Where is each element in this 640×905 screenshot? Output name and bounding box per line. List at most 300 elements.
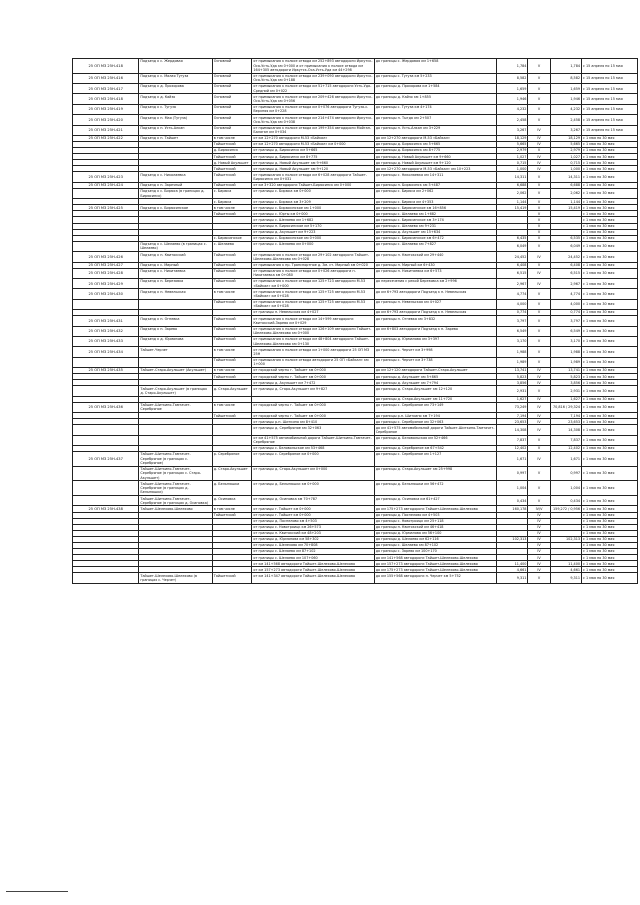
length-cell: 1,627 [497, 396, 528, 402]
road-name-cell: Тайшет-Шиткино-Тамтачет-Серебряное (в границах с. Старо-Акульшет) [139, 466, 212, 481]
road-code-cell [73, 188, 139, 198]
restriction-period-cell: с 1 мая по 30 мая [582, 518, 638, 524]
road-code-cell: 25 ОП МЗ 25Н-418 [73, 94, 139, 104]
section-start-cell: от границы с. Новотроицк км 26+573 [252, 524, 374, 530]
road-code-cell [73, 496, 139, 506]
category-cell: V [528, 115, 550, 125]
restriction-period-cell: с 1 мая по 30 мая [582, 481, 638, 496]
length-cell: 6,515 [497, 268, 528, 278]
road-code-cell: 25 ОП МЗ 25Н-431 [73, 316, 139, 326]
restriction-period-cell: с 1 мая по 30 мая [582, 446, 638, 452]
road-name-cell: Подъезд к д. Прохорова [139, 84, 212, 94]
district-cell: р. Серебряное [212, 452, 252, 467]
table-row [73, 94, 638, 104]
restricted-length-cell: 1,989 [550, 357, 581, 367]
district-cell: Тайшетский [212, 268, 252, 278]
road-code-cell: 25 ОП МЗ 25Н-428 [73, 268, 139, 278]
road-code-cell: 25 ОП МЗ 25Н-433 [73, 336, 139, 346]
road-register-table [72, 58, 638, 584]
section-start-cell: от границы р.п. Шиткино км 8+410 [252, 419, 374, 425]
road-code-cell: 25 ОП МЗ 25Н-419 [73, 104, 139, 114]
table-row [73, 59, 638, 74]
restriction-period-cell: с 1 мая по 30 мая [582, 299, 638, 309]
category-cell: V [528, 289, 550, 299]
district-cell: Тайшетский [212, 154, 252, 160]
restriction-period-cell: с 1 мая по 30 мая [582, 466, 638, 481]
section-end-cell: до границы д. Кайзо км 1+855 [374, 94, 496, 104]
road-code-cell [73, 466, 139, 481]
length-cell: 13,741 [497, 368, 528, 374]
district-cell: с. Шелаево [212, 241, 252, 251]
restriction-period-cell: с 1 мая по 30 мая [582, 386, 638, 396]
district-cell [212, 435, 252, 445]
section-start-cell: от границы д. Новый Акульшет км 9+660 [252, 160, 374, 166]
restriction-period-cell: с 1 мая по 30 мая [582, 452, 638, 467]
road-name-cell: Подъезд к п. Зарево [139, 326, 212, 336]
category-cell: IV/V [528, 506, 550, 512]
road-name-cell: Подъезд к п. Невельская [139, 289, 212, 299]
restriction-period-cell: с 1 мая по 30 мая [582, 413, 638, 419]
restriction-period-cell: с 1 мая по 30 мая [582, 561, 638, 567]
section-end-cell: до границы п. Тыгда км 2+507 [374, 115, 496, 125]
restriction-period-cell: с 1 мая по 30 мая [582, 512, 638, 518]
restricted-length-cell: 1,946 [550, 94, 581, 104]
restricted-length-cell: 2,062 [550, 188, 581, 198]
restriction-period-cell: с 1 мая по 30 мая [582, 396, 638, 402]
road-name-cell: Подъезд к с. Мирный [139, 262, 212, 268]
road-name-cell: Тайшет-Шиткино-Тамтачет-Серебряное [139, 402, 212, 412]
category-cell: V [528, 217, 550, 223]
section-end-cell: до км 41+575 автомобильной дороги Тайшет-Шиткино-Тамтачет-Серебряное [374, 425, 496, 435]
section-start-cell: от примыкания к полосе отвода км 0+026 автодороги п. Никитаевка км 0+080 [252, 268, 374, 278]
district-cell: Основной [212, 125, 252, 135]
road-name-cell [139, 357, 212, 367]
length-cell: 23,653 [497, 419, 528, 425]
table-row [73, 104, 638, 114]
category-cell: V [528, 446, 550, 452]
section-end-cell: до км 12+270 автодороги М-53 «Байкал» [374, 135, 496, 141]
restriction-period-cell: с 1 мая по 30 мая [582, 166, 638, 172]
section-end-cell: до границы с. Тугуза км 5+233 [374, 73, 496, 83]
length-cell: 2,062 [497, 188, 528, 198]
restricted-length-cell: 13,741 [550, 368, 581, 374]
table-row [73, 466, 638, 481]
restriction-period-cell: с 1 мая по 30 мая [582, 235, 638, 241]
section-start-cell: от границы д. Старо-Акульшет км 9+827 [252, 386, 374, 396]
road-name-cell: Подъезд к п. Мая (Тугуза) [139, 115, 212, 125]
restricted-length-cell: 6,688 [550, 182, 581, 188]
category-cell: IV [528, 166, 550, 172]
road-code-cell: 25 ОП МЗ 25Н-418 [73, 59, 139, 74]
length-cell: 1,784 [497, 59, 528, 74]
category-cell: V [528, 241, 550, 251]
category-cell: V [528, 172, 550, 182]
length-cell: 6,688 [497, 182, 528, 188]
length-cell: 1,671 [497, 452, 528, 467]
table-row [73, 115, 638, 125]
district-cell: д. Осиновка [212, 496, 252, 506]
section-end-cell: до км 141+568 автодороги Тайшет-Шелехово-Шелехово [374, 555, 496, 561]
restricted-length-cell: 9,311 [550, 573, 581, 583]
section-end-cell: до границы п. Квитокский км 29+440 [374, 252, 496, 262]
section-start-cell: от границы п. Невельская км 4+027 [252, 310, 374, 316]
length-cell: 14,311 [497, 172, 528, 182]
length-cell: 1,004 [497, 481, 528, 496]
category-cell: V [528, 211, 550, 217]
category-cell: IV [528, 419, 550, 425]
restriction-period-cell: с 1 мая по 30 мая [582, 205, 638, 211]
restriction-period-cell: с 15 апреля по 15 мая [582, 84, 638, 94]
category-cell: V [528, 223, 550, 229]
restricted-length-cell: 7,837 [550, 435, 581, 445]
restriction-period-cell: с 1 мая по 30 мая [582, 154, 638, 160]
restricted-length-cell: 1,027 [550, 154, 581, 160]
restricted-length-cell: 159,272 / 0,956 [550, 506, 581, 512]
section-end-cell: до границы п. Квитокский км 46+418 [374, 524, 496, 530]
category-cell: V [528, 104, 550, 114]
road-name-cell: Подъезд к с. Тугуза [139, 104, 212, 114]
section-end-cell: до границы с. Бирюсинское км 3+174 [374, 217, 496, 223]
restricted-length-cell: 1,627 [550, 396, 581, 402]
section-start-cell: от границы д. Бирюсинск км 5+665 [252, 148, 374, 154]
category-cell: IV [528, 561, 550, 567]
restricted-length-cell: 0,774 [550, 310, 581, 316]
category-cell: V [528, 188, 550, 198]
road-code-cell: 25 ОП МЗ 25Н-435 [73, 368, 139, 374]
restricted-length-cell: 23,653 [550, 419, 581, 425]
category-cell: V [528, 299, 550, 309]
district-cell: Тайшетский [212, 512, 252, 518]
table-row [73, 386, 638, 396]
restricted-length-cell: 102,313 [550, 536, 581, 542]
section-start-cell: от км 41+575 автомобильной дороги Тайшет-Шиткино-Тамтачет-Серебряное [252, 435, 374, 445]
district-cell: Тайшетский [212, 252, 252, 262]
section-start-cell: от границы с. Бирюсинское км 0+000 [252, 235, 374, 241]
section-end-cell: до км 175+273 автодороги Тайшет-Шелехово-Шелехово [374, 506, 496, 512]
category-cell: IV [528, 368, 550, 374]
table-row [73, 573, 638, 583]
section-end-cell: до границы с. Бирюсинское км 16+856 [374, 205, 496, 211]
category-cell: V [528, 199, 550, 205]
restriction-period-cell: с 1 мая по 30 мая [582, 380, 638, 386]
section-end-cell: до границы с. Новотроицк км 25+118 [374, 518, 496, 524]
restriction-period-cell: с 1 мая по 30 мая [582, 506, 638, 512]
road-name-cell: Подъезд к с. Никитаевка [139, 268, 212, 278]
restriction-period-cell: с 1 мая по 30 мая [582, 289, 638, 299]
restriction-period-cell: с 15 апреля по 15 мая [582, 59, 638, 74]
section-end-cell: до границы с. Серебряное км 32+063 [374, 419, 496, 425]
district-cell: Основной [212, 73, 252, 83]
road-code-cell: 25 ОП МЗ 25Н-436 [73, 402, 139, 412]
restriction-period-cell: с 1 мая по 30 мая [582, 199, 638, 205]
road-name-cell: Подъезд к д. Кайзо [139, 94, 212, 104]
section-start-cell: от примыкания к полосе отвода км 0+076 автодороги Тугуза-с. Верхняя км 0+228 [252, 104, 374, 114]
section-end-cell: до км 12+120 автодороги Тайшет-Старо-Акульшет [374, 368, 496, 374]
section-start-cell: от границы п. Бирюсинское км 5+170 [252, 223, 374, 229]
district-cell: Основной [212, 115, 252, 125]
section-end-cell: до границы с. Шелаево км 87+102 [374, 542, 496, 548]
section-start-cell: от границы д. Поспелово км 4+503 [252, 518, 374, 524]
table-row [73, 425, 638, 435]
road-name-cell: Подъезд к п. Тайшет [139, 135, 212, 141]
section-start-cell: от примыкания к полосе отвода км 214+474 автодороги Иркутск-Оса-Усть-Уда км 0+038 [253, 115, 373, 124]
restricted-length-cell: 2,979 [550, 148, 581, 154]
table-row [73, 435, 638, 445]
category-cell: IV [528, 567, 550, 573]
road-code-cell [73, 573, 139, 583]
road-name-cell: Подъезд к с. Бирюса (в границах д. Бирюсинск) [139, 188, 212, 198]
restriction-period-cell: с 1 мая по 30 мая [582, 229, 638, 235]
road-code-cell [73, 386, 139, 396]
category-cell: V [528, 466, 550, 481]
district-cell: в том числе [212, 347, 252, 357]
category-cell: V [528, 316, 550, 326]
section-end-cell: до границы д. Бирюсинск км 5+665 [374, 142, 496, 148]
section-end-cell: до границы с. Серебряное км 73+149 [374, 402, 496, 412]
length-cell: 73,249 [497, 402, 528, 412]
road-code-cell [73, 481, 139, 496]
district-cell: Тайшетский [212, 326, 252, 336]
category-cell: V [528, 347, 550, 357]
length-cell: 5,823 [497, 374, 528, 380]
district-cell: д. Бирюсинск [212, 148, 252, 154]
section-start-cell: от км 12+270 автодороги М-53 «Байкал» [252, 135, 374, 141]
section-start-cell: от границы д. Бельнюшки км 0+000 [252, 481, 374, 496]
road-code-cell: 25 ОП МЗ 25Н-417 [73, 84, 139, 94]
length-cell: 4,232 [497, 104, 528, 114]
restricted-length-cell: 1,004 [550, 481, 581, 496]
section-end-cell: до границы д. Прохорова км 1+584 [374, 84, 496, 94]
section-start-cell: от км 141+568 автодороги Тайшет-Шелехово-Шелехово [252, 561, 374, 567]
section-end-cell: до границы с. Шелаево км 7+827 [374, 241, 496, 251]
district-cell: Основной [212, 84, 252, 94]
category-cell: IV [528, 402, 550, 412]
section-start-cell: от примыкания к полосе отвода км 252+893 автодороги Иркутск-Оса-Усть-Уда км 0+000 и от примыкания к полосе отвода км 164+305 автодороги Иркутск-Оса-Усть-Уда км 44+298 [253, 59, 373, 72]
section-start-cell: от городской черты г. Тайшет км 0+000 [252, 368, 374, 374]
road-name-cell [139, 425, 212, 435]
length-cell: 102,313 [497, 536, 528, 542]
section-start-cell: от примыкания к полосе отвода км 125+725 автодороги М-53 «Байкал» км 0+028 [252, 289, 374, 299]
section-end-cell: до км 6+793 автодороги Подъезд к п. Невельская [374, 310, 496, 316]
restriction-period-cell: с 1 мая по 30 мая [582, 374, 638, 380]
length-cell: 3,856 [497, 380, 528, 386]
section-end-cell: до границы с. Черчет км 3+998 [374, 347, 496, 357]
district-cell: в том числе [212, 506, 252, 512]
category-cell: IV [528, 154, 550, 160]
restricted-length-cell: 0,997 [550, 466, 581, 481]
category-cell: IV [528, 524, 550, 530]
length-cell: 2,931 [497, 386, 528, 396]
section-start-cell: от примыкания к полосе отвода км 14+599 автодороги Квитокский-Зарево км 0+029 [252, 316, 374, 326]
section-start-cell: от км 157+273 автодороги Тайшет-Шелехово-Шелехово [252, 567, 374, 573]
section-start-cell: от границы с. Юрты км 0+000 [252, 211, 374, 217]
road-code-cell: 25 ОП МЗ 25Н-438 [73, 506, 139, 512]
road-name-cell [139, 299, 212, 309]
table-row [73, 268, 638, 278]
section-end-cell: до границы д. Акульшет км 15+634 [374, 229, 496, 235]
section-end-cell: до км 155+568 автодороги п. Черчет км 5+752 [374, 573, 496, 583]
section-end-cell: до границы д. Юрманова км 56+100 [374, 530, 496, 536]
restriction-period-cell: с 1 мая по 30 мая [582, 368, 638, 374]
category-cell: V [528, 481, 550, 496]
road-code-cell: 25 ОП МЗ 25Н-432 [73, 326, 139, 336]
district-cell: Тайшетский [212, 299, 252, 309]
category-cell: IV [528, 135, 550, 141]
restricted-length-cell: 4,232 [550, 104, 581, 114]
district-cell: Тайшетский [212, 413, 252, 419]
road-code-cell: 25 ОП МЗ 25Н-422 [73, 135, 139, 141]
section-end-cell: до границы д. Старо-Акульшет км 12+120 [374, 386, 496, 396]
road-code-cell: 25 ОП МЗ 25Н-434 [73, 347, 139, 357]
road-name-cell: Подъезд к п. Огневка [139, 316, 212, 326]
district-cell: Основной [212, 94, 252, 104]
section-start-cell: от границы д. Новый Акульшет км 9+120 [252, 166, 374, 172]
table-row [73, 172, 638, 182]
length-cell: 3,267 [497, 125, 528, 135]
restriction-period-cell: с 1 мая по 30 мая [582, 536, 638, 542]
road-name-cell: Тайшет-Шиткино-Тамтачет-Серебряное (в границах д. Бельнюшки) [139, 481, 212, 496]
road-name-cell: Подъезд к п. Квитокский [139, 252, 212, 262]
category-cell: V [528, 435, 550, 445]
district-cell: д. Старо-Акульшет [212, 386, 252, 396]
length-cell: 2,967 [497, 278, 528, 288]
category-cell: IV [528, 252, 550, 262]
road-code-cell: 25 ОП МЗ 25Н-421 [73, 125, 139, 135]
section-start-cell: от км 3+320 автодороги Тайшет-Бирюсинск км 0+000 [252, 182, 374, 188]
restriction-period-cell: с 1 мая по 30 мая [582, 496, 638, 506]
length-cell: 7,837 [497, 435, 528, 445]
restricted-length-cell: 3,267 [550, 125, 581, 135]
section-start-cell: от примыкания к пр. Транспортное д. Зм. ст. Мирный км 0+020 [252, 262, 374, 268]
section-start-cell: от границы с. Бирюса км 3+209 [252, 199, 374, 205]
restriction-period-cell: с 1 мая по 30 мая [582, 530, 638, 536]
restricted-length-cell: 1,659 [550, 84, 581, 94]
section-end-cell: до границы с. Шелаево км 1+682 [374, 211, 496, 217]
section-start-cell: от границы д. Акульшет км 7+472 [252, 380, 374, 386]
district-cell: Тайшетский [212, 262, 252, 268]
restricted-length-cell: 1,671 [550, 452, 581, 467]
district-cell: Тайшетский [212, 316, 252, 326]
restriction-period-cell: с 1 мая по 30 мая [582, 524, 638, 530]
restriction-period-cell: с 1 мая по 30 мая [582, 278, 638, 288]
road-code-cell: 25 ОП МЗ 25Н-437 [73, 452, 139, 467]
category-cell: IV [528, 413, 550, 419]
restricted-length-cell: 24,452 [550, 252, 581, 262]
road-name-cell: Подъезд к с. Шелаево (в границах с. Шелаево) [139, 241, 212, 251]
road-code-cell: 25 ОП МЗ 25Н-423 [73, 172, 139, 182]
section-start-cell: от границы п. Квитокский км 48+203 [252, 530, 374, 536]
category-cell: IV [528, 278, 550, 288]
restricted-length-cell: 4,774 [550, 289, 581, 299]
restricted-length-cell: 1,144 [550, 199, 581, 205]
section-end-cell: до границы с. Серебряное км 1+127 [374, 452, 496, 467]
section-start-cell: от примыкания к полосе отвода км 29+102 автодороги Тайшет-Шелехово-Шелехово км 0+028 [252, 252, 374, 262]
road-code-cell [73, 241, 139, 251]
section-start-cell: от границы г. Тайшет км 0+000 [252, 506, 374, 512]
restricted-length-cell: 18,129 [550, 135, 581, 141]
length-cell: 6,408 [497, 262, 528, 268]
restriction-period-cell: с 1 мая по 30 мая [582, 135, 638, 141]
category-cell: IV [528, 142, 550, 148]
section-start-cell: от городской черты г. Тайшет км 0+000 [252, 374, 374, 380]
district-cell: в том числе [212, 402, 252, 412]
section-end-cell: до границы д. Шелаево км 62+116 [374, 536, 496, 542]
section-end-cell: до пересечения с рекой Березовка км 2+996 [374, 278, 496, 288]
restricted-length-cell: 7,194 [550, 413, 581, 419]
section-start-cell: от городской черты г. Тайшет км 0+000 [252, 413, 374, 419]
category-cell: IV [528, 512, 550, 518]
table-row [73, 84, 638, 94]
category-cell: V [528, 84, 550, 94]
section-start-cell: от границы с. Шелаево км 107+060 [252, 555, 374, 561]
section-start-cell: от км 141+347 автодороги Тайшет-Шелехово-Шелехово [252, 573, 374, 583]
road-name-cell: Подъезд к п. Березовка [139, 278, 212, 288]
restriction-period-cell: с 1 мая по 30 мая [582, 188, 638, 198]
category-cell: V [528, 148, 550, 154]
section-start-cell: от примыкания к полосе отвода км 209+426 автодороги Иркутск-Оса-Усть-Уда км 0+056 [253, 94, 373, 104]
category-cell: V [528, 357, 550, 367]
table-row [73, 481, 638, 496]
section-start-cell: от границы с. Шелехово км 70+808 [252, 542, 374, 548]
category-cell: V [528, 229, 550, 235]
restriction-period-cell: с 1 мая по 30 мая [582, 241, 638, 251]
section-end-cell: до границы п. Никитаевка км 6+573 [374, 268, 496, 278]
length-cell: 15,419 [497, 205, 528, 211]
restriction-period-cell: с 1 мая по 30 мая [582, 326, 638, 336]
table-row [73, 347, 638, 357]
district-cell: с. Бирюса [212, 188, 252, 198]
section-start-cell: от границы д. Бирюсинск км 8+775 [252, 154, 374, 160]
restricted-length-cell: 14,311 [550, 172, 581, 182]
footer-rule [6, 891, 68, 892]
district-cell: д. Новый Акульшет [212, 160, 252, 166]
district-cell: в том числе [212, 368, 252, 374]
category-cell: IV [528, 380, 550, 386]
restricted-length-cell: 11,400 [550, 561, 581, 567]
district-cell: Тайшетский [212, 211, 252, 217]
restricted-length-cell: 3,797 [550, 316, 581, 326]
restriction-period-cell: с 1 мая по 30 мая [582, 217, 638, 223]
length-cell: 1,989 [497, 357, 528, 367]
section-end-cell: до км 12+270 автодороги М-53 «Байкал» км 10+223 [374, 166, 496, 172]
road-name-cell: Тайшет-Старо-Акульшет (в границах д. Старо-Акульшет) [139, 386, 212, 396]
section-end-cell: до границы с. Зарево км 100+170 [374, 549, 496, 555]
restricted-length-cell: 0,434 [550, 496, 581, 506]
restricted-length-cell: 4,000 [550, 299, 581, 309]
category-cell: IV [528, 530, 550, 536]
category-cell: V [528, 326, 550, 336]
section-start-cell: от границы с. Бирюсинское км 1+000 [252, 205, 374, 211]
road-code-cell: 25 ОП МЗ 25Н-424 [73, 182, 139, 188]
restricted-length-cell: 1,784 [550, 59, 581, 74]
road-name-cell: Подъезд к п. Усть-Алкан [139, 125, 212, 135]
road-code-cell [73, 425, 139, 435]
section-start-cell: от границы с. Бирюса км 0+000 [252, 188, 374, 198]
restriction-period-cell: с 1 мая по 30 мая [582, 252, 638, 262]
section-end-cell: до границы д. Беловольская км 52+466 [374, 435, 496, 445]
table-row [73, 326, 638, 336]
section-end-cell: до границы п. Невельская км 4+027 [374, 299, 496, 309]
restriction-period-cell: с 1 мая по 30 мая [582, 435, 638, 445]
section-end-cell: до границы д. Новый Акульшет км 9+660 [374, 154, 496, 160]
table-row [73, 402, 638, 412]
length-cell: 12,402 [497, 446, 528, 452]
length-cell: 3,797 [497, 316, 528, 326]
section-start-cell: от границы д. Осиновка км 70+787 [252, 496, 374, 506]
restricted-length-cell: 15,419 [550, 205, 581, 211]
category-cell: IV [528, 425, 550, 435]
section-end-cell: до границы с. Жердовая км 1+658 [374, 59, 496, 74]
